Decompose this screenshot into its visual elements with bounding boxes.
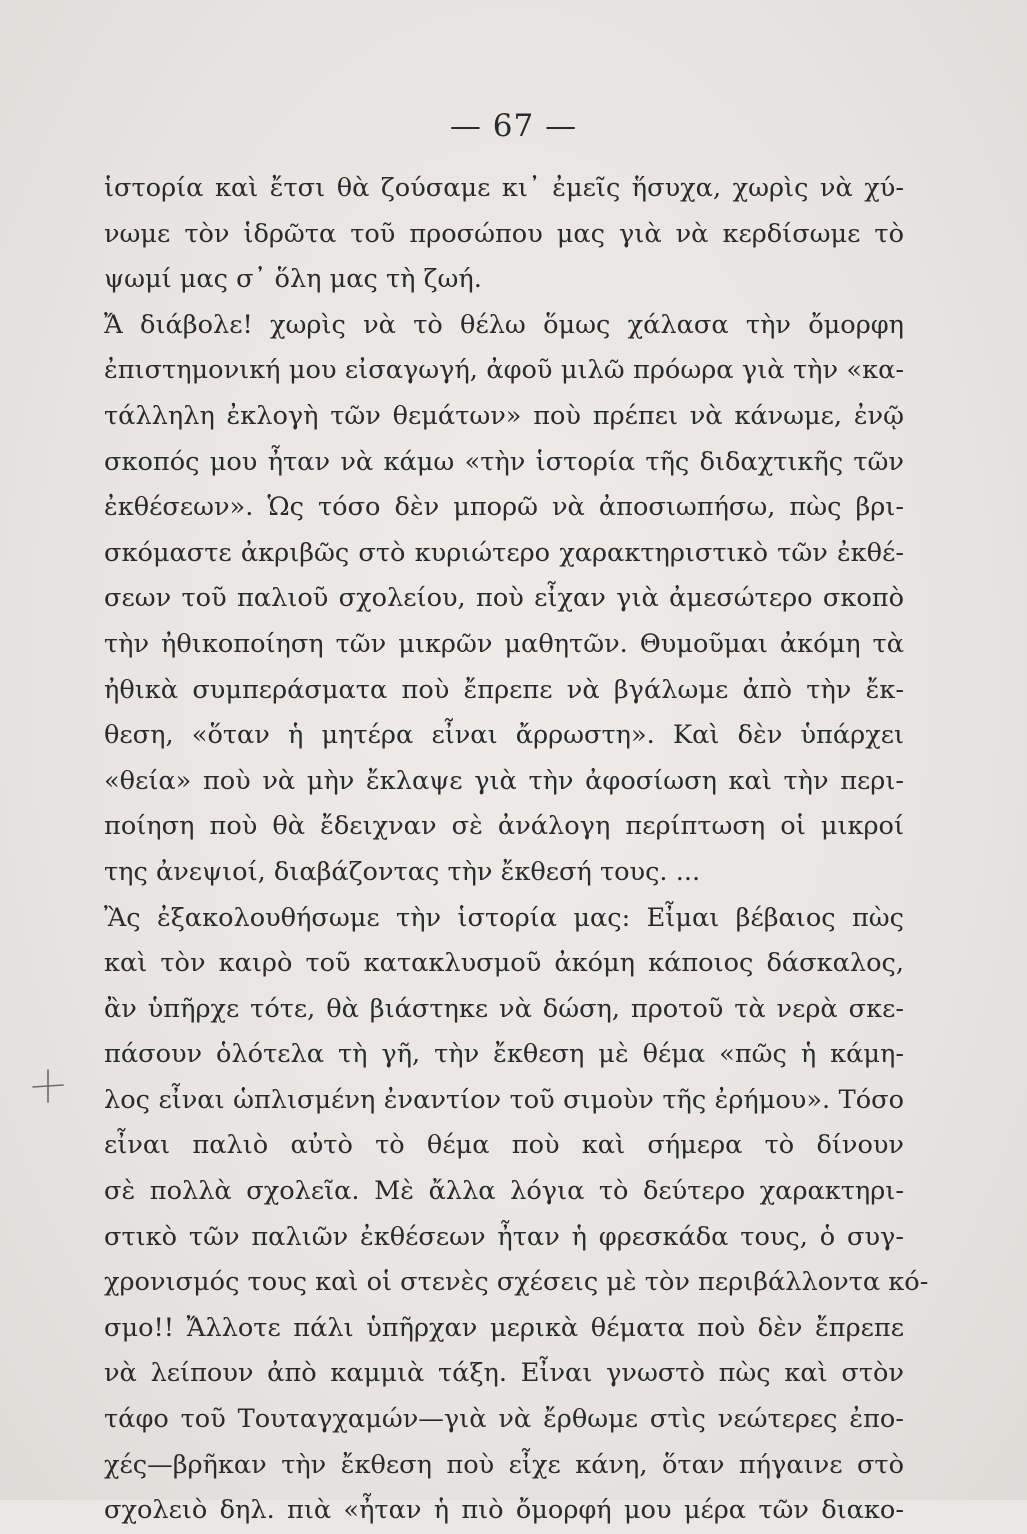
text-line: ἐπιστημονική μου εἰσαγωγή, ἀφοῦ μιλῶ πρόωρα γιὰ τὴν «κα- bbox=[104, 355, 904, 386]
text-line: ψωμί μας σ᾽ ὅλη μας τὴ ζωή. bbox=[104, 264, 482, 295]
text-line: εἶναι παλιὸ αὐτὸ τὸ θέμα ποὺ καὶ σήμερα τὸ δίνουν bbox=[104, 1130, 904, 1161]
text-line: νὰ λείπουν ἀπὸ καμμιὰ τάξη. Εἶναι γνωστὸ πὼς καὶ στὸν bbox=[104, 1358, 904, 1389]
text-line: νωμε τὸν ἱδρῶτα τοῦ προσώπου μας γιὰ νὰ κερδίσωμε τὸ bbox=[104, 218, 904, 249]
text-line: ἂν ὑπῆρχε τότε, θὰ βιάστηκε νὰ δώση, προτοῦ τὰ νερὰ σκε- bbox=[104, 993, 904, 1024]
text-line: Ἂς ἐξακολουθήσωμε τὴν ἱστορία μας: Εἶμαι βέβαιος πὼς bbox=[104, 902, 904, 933]
text-line: σεων τοῦ παλιοῦ σχολείου, ποὺ εἶχαν γιὰ ἀμεσώτερο σκοπὸ bbox=[104, 583, 904, 614]
text-line: ἱστορία καὶ ἔτσι θὰ ζούσαμε κι᾽ ἐμεῖς ἥσυχα, χωρὶς νὰ χύ- bbox=[104, 173, 904, 203]
text-line: τάφο τοῦ Τουταγχαμών—γιὰ νὰ ἔρθωμε στὶς νεώτερες ἐπο- bbox=[104, 1404, 904, 1435]
text-line: ἐκθέσεων». Ὡς τόσο δὲν μπορῶ νὰ ἀποσιωπήσω, πὼς βρι- bbox=[104, 492, 904, 523]
text-line: Ἄ διάβολε! χωρὶς νὰ τὸ θέλω ὅμως χάλασα τὴν ὄμορφη bbox=[104, 309, 904, 340]
text-line: σὲ πολλὰ σχολεῖα. Μὲ ἄλλα λόγια τὸ δεύτερο χαρακτηρι- bbox=[104, 1176, 904, 1207]
text-line: καὶ τὸν καιρὸ τοῦ κατακλυσμοῦ ἀκόμη κάποιος δάσκαλος, bbox=[104, 948, 904, 979]
text-line: λος εἶναι ὡπλισμένη ἐναντίον τοῦ σιμοὺν τῆς ἐρήμου». Τόσο bbox=[104, 1084, 904, 1115]
text-line: τὴν ἠθικοποίηση τῶν μικρῶν μαθητῶν. Θυμοῦμαι ἀκόμη τὰ bbox=[104, 628, 904, 659]
text-line: σκοπός μου ἦταν νὰ κάμω «τὴν ἱστορία τῆς διδαχτικῆς τῶν bbox=[104, 446, 904, 477]
text-line: θεση, «ὅταν ἡ μητέρα εἶναι ἄρρωστη». Καὶ δὲν ὑπάρχει bbox=[104, 720, 904, 751]
text-line: σμο!! Ἄλλοτε πάλι ὑπῆρχαν μερικὰ θέματα ποὺ δὲν ἔπρεπε bbox=[104, 1312, 904, 1343]
margin-cross-mark-icon bbox=[30, 1068, 66, 1104]
text-line: σχολειὸ δηλ. πιὰ «ἦταν ἡ πιὸ ὄμορφή μου μέρα τῶν διακο- bbox=[104, 1495, 904, 1526]
body-text bbox=[104, 166, 929, 1534]
text-line: ποίηση ποὺ θὰ ἔδειχναν σὲ ἀνάλογη περίπτωση οἱ μικροί bbox=[104, 811, 904, 842]
page-number: — 67 — bbox=[449, 108, 578, 144]
text-line: τάλληλη ἐκλογὴ τῶν θεμάτων» ποὺ πρέπει νὰ κάνωμε, ἐνῷ bbox=[104, 400, 904, 431]
text-line: ἠθικὰ συμπεράσματα ποὺ ἔπρεπε νὰ βγάλωμε ἀπὸ τὴν ἔκ- bbox=[104, 674, 904, 705]
text-line: της ἀνεψιοί, διαβάζοντας τὴν ἔκθεσή τους. ... bbox=[104, 856, 701, 887]
text-line: σκόμαστε ἀκριβῶς στὸ κυριώτερο χαρακτηριστικὸ τῶν ἐκθέ- bbox=[104, 537, 904, 568]
text-line: στικὸ τῶν παλιῶν ἐκθέσεων ἦταν ἡ φρεσκάδα τους, ὁ συγ- bbox=[104, 1221, 904, 1252]
text-line: πάσουν ὁλότελα τὴ γῆ, τὴν ἔκθεση μὲ θέμα «πῶς ἡ κάμη- bbox=[104, 1039, 904, 1070]
text-line: «θεία» ποὺ νὰ μὴν ἔκλαψε γιὰ τὴν ἀφοσίωση καὶ τὴν περι- bbox=[104, 765, 904, 796]
text-line: χρονισμός τους καὶ οἱ στενὲς σχέσεις μὲ τὸν περιβάλλοντα κό- bbox=[104, 1267, 929, 1298]
text-line: χές—βρῆκαν τὴν ἔκθεση ποὺ εἶχε κάνη, ὅταν πήγαινε στὸ bbox=[104, 1449, 904, 1480]
